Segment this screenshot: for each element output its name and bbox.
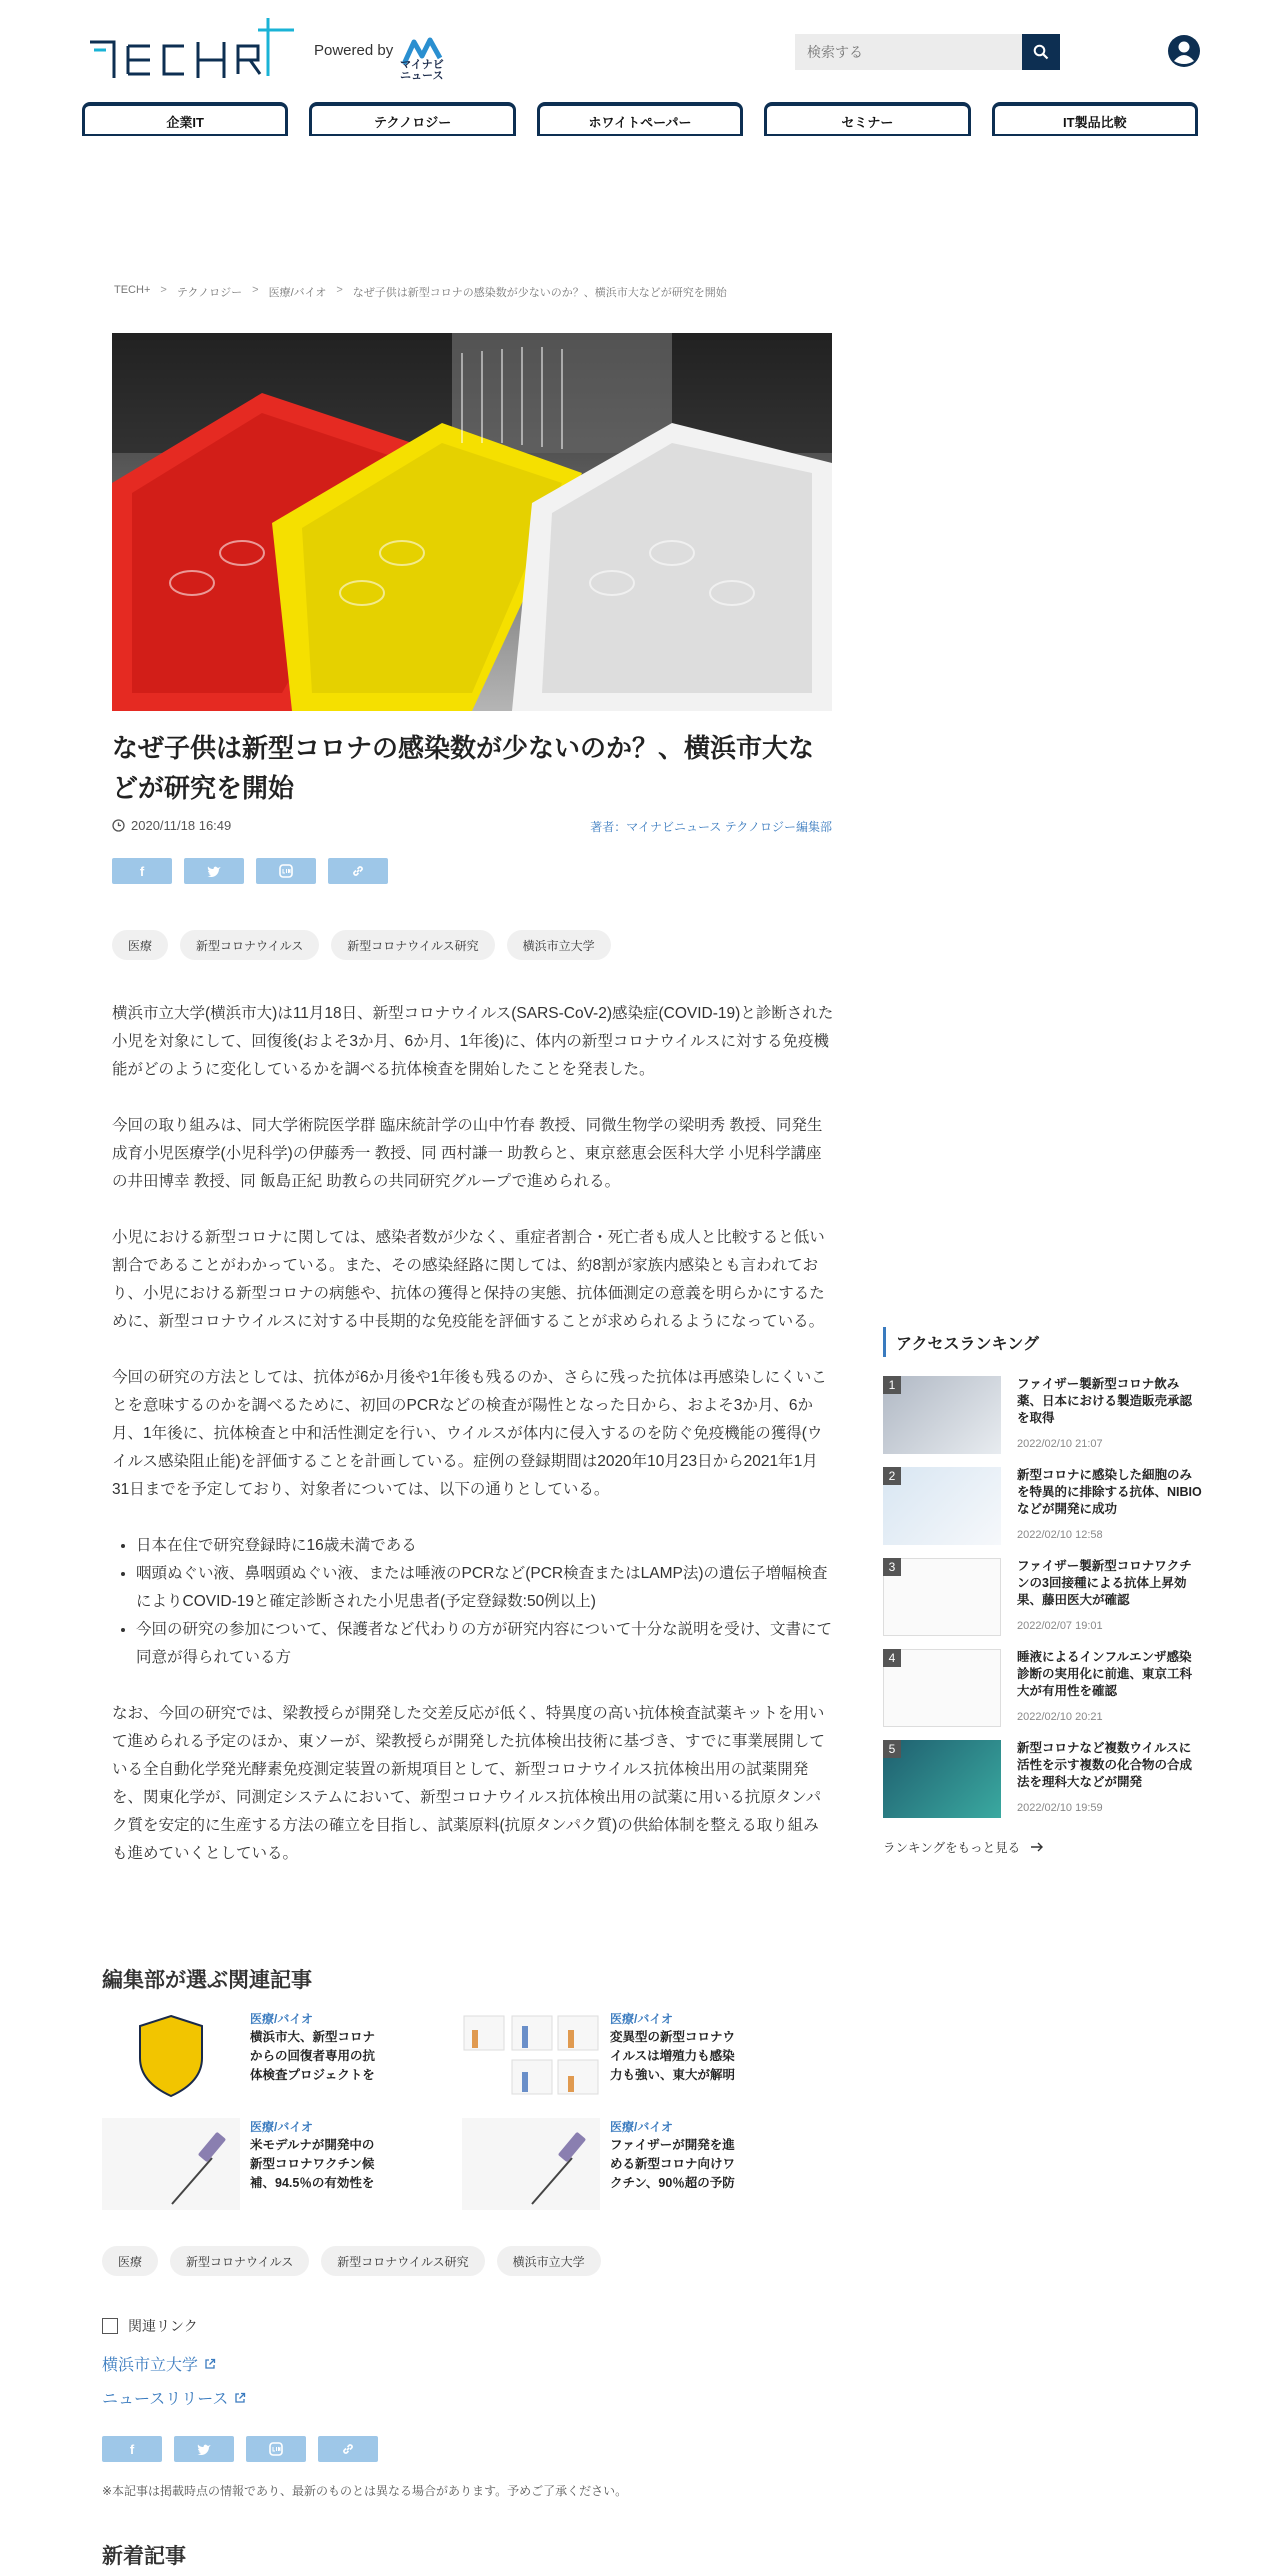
facebook-share-button[interactable] [112, 858, 172, 884]
ranking-number: 4 [883, 1649, 901, 1667]
arrow-right-icon [1030, 1842, 1044, 1852]
nav-item-seminar[interactable]: セミナー [764, 102, 970, 136]
breadcrumb-item[interactable]: 医療/バイオ [268, 287, 327, 299]
related-article-thumbnail [462, 2010, 600, 2102]
ranking-date: 2022/02/07 19:01 [1017, 1620, 1103, 1632]
ranking-date: 2022/02/10 20:21 [1017, 1711, 1103, 1723]
ranking-title: ファイザー製新型コロナ飲み薬、日本における製造販売承認を取得 [1017, 1377, 1193, 1425]
syringe-thumbnail-icon [462, 2118, 600, 2210]
search-input[interactable] [795, 34, 1022, 70]
mynavi-logo-text: マイナビ ニュース [400, 59, 444, 82]
ranking-number: 3 [883, 1558, 901, 1576]
twitter-icon [197, 2443, 211, 2455]
twitter-share-button[interactable] [174, 2436, 234, 2462]
nav-item-enterprise-it[interactable]: 企業IT [82, 102, 288, 136]
related-links-checkbox[interactable] [102, 2318, 118, 2334]
ranking-title: ファイザー製新型コロナワクチンの3回接種による抗体上昇効果、藤田医大が確認 [1017, 1559, 1192, 1607]
facebook-icon: f [139, 863, 145, 879]
ranking-item[interactable] [883, 1740, 1203, 1820]
related-article-card[interactable] [462, 2118, 792, 2214]
related-article-card[interactable] [102, 2118, 432, 2214]
related-article-title: ファイザーが開発を進める新型コロナ向けワクチン、90％超の予防 [610, 2138, 736, 2190]
ranking-item[interactable] [883, 1649, 1203, 1729]
related-links-heading [102, 2316, 198, 2336]
article-paragraph: 今回の取り組みは、同大学術院医学群 臨床統計学の山中竹春 教授、同微生物学の梁明秀 教授、同発生成育小児医療学(小児科学)の伊藤秀一 教授、同 西村謙一 助教らと、東京慈恵会医科大学 小児科学講座の井田博幸 教授、同 飯島正紀 助教らの共同研究グループで進められる。 [112, 1117, 823, 1190]
related-article-thumbnail [102, 2010, 240, 2102]
ranking-number: 2 [883, 1467, 901, 1485]
tag-chip[interactable]: 横浜市立大学 [507, 930, 611, 960]
syringe-thumbnail-icon [102, 2118, 240, 2210]
line-icon [279, 864, 293, 878]
related-link-label: 横浜市立大学 [102, 2357, 199, 2374]
ranking-date: 2022/02/10 21:07 [1017, 1438, 1103, 1450]
breadcrumb-item[interactable]: テクノロジー [176, 287, 243, 299]
nav-item-it-product-compare[interactable]: IT製品比較 [992, 102, 1198, 136]
ranking-title: 新型コロナなど複数ウイルスに活性を示す複数の化合物の合成法を理科大などが開発 [1017, 1741, 1193, 1789]
facebook-icon: f [129, 2441, 135, 2457]
powered-by-label: Powered by [314, 42, 394, 59]
ranking-item[interactable] [883, 1376, 1203, 1456]
breadcrumb-current: なぜ子供は新型コロナの感染数が少ないのか？、横浜市大などが研究を開始 [352, 287, 727, 299]
article-paragraph: 横浜市立大学(横浜市大)は11月18日、新型コロナウイルス(SARS-CoV-2)感染症(COVID-19)と診断された小児を対象にして、回復後(およそ3か月、6か月、1年後)に、体内の新型コロナウイルスに対する免疫機能がどのように変化しているかを調べる抗体検査を開始したことを発表した。 [112, 1005, 834, 1078]
article-date [112, 818, 231, 833]
related-article-card[interactable] [462, 2010, 792, 2106]
related-links-label: 関連リンク [128, 2318, 198, 2334]
tag-chip[interactable]: 横浜市立大学 [497, 2246, 601, 2276]
site-logo[interactable] [88, 16, 300, 88]
related-article-title: 変異型の新型コロナウイルスは増殖力も感染力も強い、東大が解明 [610, 2030, 736, 2082]
ranking-more-label: ランキングをもっと見る [883, 1841, 1021, 1855]
ranking-item[interactable] [883, 1467, 1203, 1547]
ranking-date: 2022/02/10 12:58 [1017, 1529, 1103, 1541]
tag-chip[interactable]: 新型コロナウイルス研究 [321, 2246, 484, 2276]
ranking-heading: アクセスランキング [883, 1327, 1039, 1357]
article-tags-top [112, 930, 611, 960]
breadcrumb-separator: > [252, 284, 259, 296]
related-articles-heading: 編集部が選ぶ関連記事 [102, 1969, 312, 1992]
clock-icon [112, 819, 125, 832]
link-icon [351, 864, 365, 878]
article-title: なぜ子供は新型コロナの感染数が少ないのか？、横浜市大などが研究を開始 [112, 733, 815, 803]
hero-image [112, 333, 832, 711]
share-buttons-bottom [102, 2436, 378, 2462]
external-link-icon [234, 2392, 246, 2404]
twitter-icon [207, 865, 221, 877]
article-tags-bottom [102, 2246, 601, 2276]
bar-chart-thumbnail-icon [462, 2010, 600, 2102]
related-article-title: 横浜市大、新型コロナからの回復者専用の抗体検査プロジェクトを [250, 2030, 376, 2082]
ranking-more-link[interactable] [883, 1838, 1044, 1856]
list-item: • 今回の研究の参加について、保護者など代わりの方が研究内容について十分な説明を受け、文書にて同意が得られている方 [136, 1616, 834, 1672]
article-paragraph: なお、今回の研究では、梁教授らが開発した交差反応が低く、特異度の高い抗体検査試薬キットを用いて進められる予定のほか、東ソーが、梁教授らが開発した抗体検出技術に基づき、すでに事業展開している全自動化学発光酵素免疫測定装置の新規項目として、新型コロナウイルス抗体検出用の試薬開発を、関東化学が、同測定システムにおいて、新型コロナウイルス抗体検出用の試薬に用いる抗原タンパク質を安定的に生産する方法の確立を目指し、試薬原料(抗原タンパク質)の供給体制を整える取り組みも進めていくとしている。 [112, 1705, 825, 1862]
ranking-title: 新型コロナに感染した細胞のみを特異的に排除する抗体、NIBIOなどが開発に成功 [1017, 1468, 1202, 1516]
external-link-icon [204, 2358, 216, 2370]
link-icon [341, 2442, 355, 2456]
list-item: • 日本在住で研究登録時に16歳未満である [136, 1532, 834, 1560]
related-article-category: 医療/バイオ [610, 2120, 673, 2134]
line-share-button[interactable] [246, 2436, 306, 2462]
related-link[interactable] [102, 2352, 216, 2375]
related-article-title: 米モデルナが開発中の新型コロナワクチン候補、94.5％の有効性を [250, 2138, 375, 2190]
related-article-card[interactable] [102, 2010, 432, 2106]
tag-chip[interactable]: 医療 [112, 930, 168, 960]
shield-badge-icon [102, 2010, 240, 2102]
tag-chip[interactable]: 医療 [102, 2246, 158, 2276]
copy-link-button[interactable] [328, 858, 388, 884]
related-article-category: 医療/バイオ [250, 2120, 313, 2134]
article-paragraph: 今回の研究の方法としては、抗体が6か月後や1年後も残るのか、さらに残った抗体は再感染しにくいことを意味するのかを調べるために、初回のPCRなどの検査が陽性となった日から、およそ3か月、6か月、1年後に、抗体検査と中和活性測定を行い、ウイルスが体内に侵入するのを防ぐ免疫機能の獲得(ウイルス感染阻止能)を評価することを計画している。症例の登録期間は2020年10月23日から2021年1月31日までを予定しており、対象者については、以下の通りとしている。 [112, 1369, 827, 1498]
article-body [112, 1000, 834, 1896]
nav-item-whitepaper[interactable]: ホワイトペーパー [537, 102, 743, 136]
breadcrumb [114, 284, 727, 300]
related-article-category: 医療/バイオ [610, 2012, 673, 2026]
search-icon [1033, 44, 1049, 60]
breadcrumb-separator: > [336, 284, 343, 296]
tag-chip[interactable]: 新型コロナウイルス [180, 930, 319, 960]
related-article-thumbnail [462, 2118, 600, 2210]
facebook-share-button[interactable] [102, 2436, 162, 2462]
ranking-date: 2022/02/10 19:59 [1017, 1802, 1103, 1814]
related-link[interactable] [102, 2386, 246, 2409]
line-share-button[interactable] [256, 858, 316, 884]
related-article-thumbnail [102, 2118, 240, 2210]
breadcrumb-item[interactable]: TECH+ [114, 284, 151, 296]
breadcrumb-separator: > [160, 284, 167, 296]
list-item: • 咽頭ぬぐい液、鼻咽頭ぬぐい液、または唾液のPCRなど(PCR検査またはLAMP法)の遺伝子増幅検査によりCOVID-19と確定診断された小児患者(予定登録数:50例以上) [136, 1560, 834, 1616]
eligibility-list [136, 1532, 834, 1672]
ranking-number: 5 [883, 1740, 901, 1758]
related-article-category: 医療/バイオ [250, 2012, 313, 2026]
twitter-share-button[interactable] [184, 858, 244, 884]
search-button[interactable] [1022, 34, 1060, 70]
line-icon [269, 2442, 283, 2456]
tag-chip[interactable]: 新型コロナウイルス研究 [331, 930, 494, 960]
main-nav [82, 102, 1198, 136]
ranking-number: 1 [883, 1376, 901, 1394]
related-link-label: ニュースリリース [102, 2391, 229, 2408]
newest-articles-heading: 新着記事 [102, 2545, 186, 2568]
article-date-text: 2020/11/18 16:49 [131, 818, 232, 833]
ranking-item[interactable] [883, 1558, 1203, 1638]
article-author[interactable]: 著者：マイナビニュース テクノロジー編集部 [590, 820, 832, 834]
tag-chip[interactable]: 新型コロナウイルス [170, 2246, 309, 2276]
share-buttons-top [112, 858, 388, 884]
copy-link-button[interactable] [318, 2436, 378, 2462]
nav-item-technology[interactable]: テクノロジー [309, 102, 515, 136]
article-paragraph: 小児における新型コロナに関しては、感染者数が少なく、重症者割合・死亡者も成人と比較すると低い割合であることがわかっている。また、その感染経路に関しては、約8割が家族内感染とも言われており、小児における新型コロナの病態や、抗体の獲得と保持の実態、抗体価測定の意義を明らかにするために、新型コロナウイルスに対する中長期的な免疫能を評価することが求められるようになっている。 [112, 1229, 825, 1330]
ranking-title: 睡液によるインフルエンザ感染診断の実用化に前進、東京工科大が有用性を確認 [1017, 1650, 1193, 1698]
user-account-icon[interactable] [1167, 34, 1201, 68]
disclaimer-note: ※本記事は掲載時点の情報であり、最新のものとは異なる場合があります。予めご了承ください。 [102, 2484, 628, 2498]
